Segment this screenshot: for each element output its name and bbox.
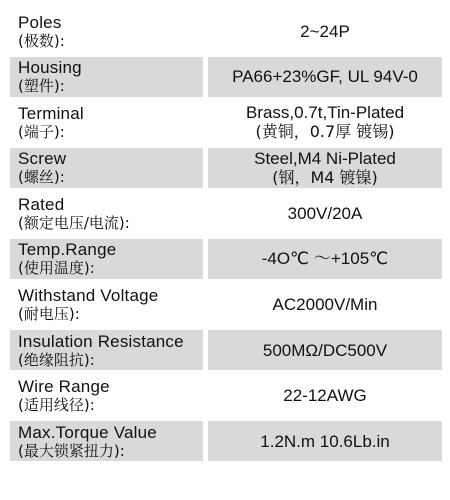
value-text: 1.2N.m 10.6Lb.in: [260, 431, 390, 451]
spec-row-rated: [10, 190, 442, 236]
value-text-cn: (钢，M4 镀镍): [272, 167, 378, 187]
spec-row-insulation-resistance: [10, 327, 442, 373]
label-en: Housing: [18, 58, 82, 78]
spec-row-temp-range: [10, 236, 442, 282]
label-en: Poles: [18, 12, 62, 32]
label-cn: (最大锁紧扭力):: [18, 441, 125, 460]
label-cn: (极数):: [18, 31, 65, 50]
spec-label: [10, 102, 203, 142]
label-en: Rated: [18, 194, 65, 214]
label-cn: (使用温度):: [18, 259, 95, 278]
spec-label: [10, 376, 203, 416]
spec-value: [208, 421, 442, 461]
spec-row-terminal: [10, 99, 442, 145]
label-cn: (额定电压/电流):: [18, 213, 130, 232]
spec-label: [10, 11, 203, 51]
spec-value: [208, 11, 442, 51]
spec-value: [208, 376, 442, 416]
label-cn: (塑件):: [18, 77, 65, 96]
value-text: 2~24P: [300, 21, 350, 41]
label-en: Terminal: [18, 103, 84, 123]
spec-label: [10, 57, 203, 97]
spec-label: [10, 148, 203, 188]
label-en: Insulation Resistance: [18, 331, 184, 351]
spec-label: [10, 330, 203, 370]
label-cn: (绝缘阻抗):: [18, 350, 95, 369]
spec-label: [10, 285, 203, 325]
label-cn: (耐电压):: [18, 305, 80, 324]
label-cn: (螺丝):: [18, 168, 65, 187]
spec-value: [208, 285, 442, 325]
spec-label: [10, 239, 203, 279]
spec-row-max-torque: [10, 418, 442, 464]
spec-row-housing: [10, 54, 442, 100]
label-en: Screw: [18, 149, 67, 169]
spec-row-wire-range: [10, 373, 442, 419]
value-text: Brass,0.7t,Tin-Plated: [245, 103, 405, 123]
value-text: 500MΩ/DC500V: [262, 340, 388, 360]
label-en: Temp.Range: [18, 240, 117, 260]
spec-value: [208, 57, 442, 97]
value-text: AC2000V/Min: [272, 295, 378, 315]
value-text: PA66+23%GF, UL 94V-0: [232, 67, 418, 87]
label-en: Wire Range: [18, 377, 110, 397]
value-text: -4O℃ ～+105℃: [261, 249, 389, 269]
spec-label: [10, 193, 203, 233]
spec-label: [10, 421, 203, 461]
spec-table: [10, 8, 442, 464]
spec-row-poles: [10, 8, 442, 54]
spec-row-withstand-voltage: [10, 282, 442, 328]
value-text: 300V/20A: [287, 203, 363, 223]
spec-value: [208, 193, 442, 233]
label-en: Max.Torque Value: [18, 422, 157, 442]
spec-value: [208, 148, 442, 188]
spec-value: [208, 102, 442, 142]
value-text: 22-12AWG: [283, 386, 367, 406]
spec-row-screw: [10, 145, 442, 191]
label-en: Withstand Voltage: [18, 286, 159, 306]
spec-value: [208, 330, 442, 370]
value-text-cn: (黄铜，0.7厚 镀锡): [255, 122, 395, 142]
value-text: Steel,M4 Ni-Plated: [254, 148, 396, 168]
spec-value: [208, 239, 442, 279]
label-cn: (适用线径):: [18, 396, 95, 415]
label-cn: (端子):: [18, 122, 65, 141]
